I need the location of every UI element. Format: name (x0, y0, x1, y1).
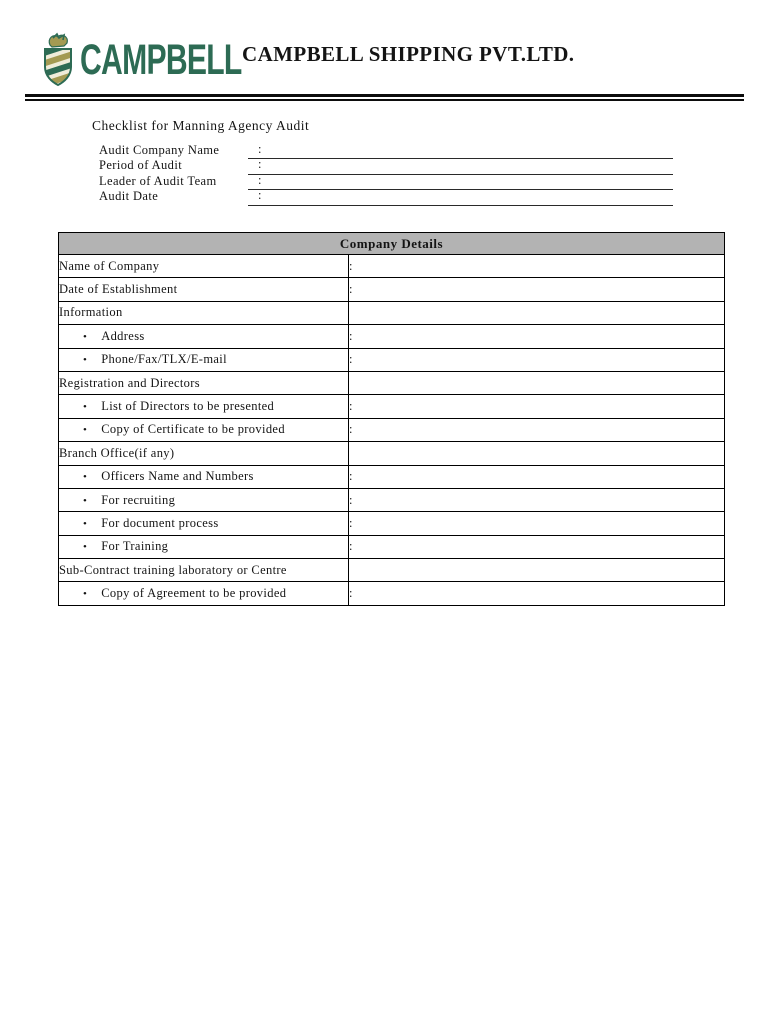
field-label: Audit Date (99, 189, 159, 204)
table-row (59, 278, 725, 301)
row-value-cell[interactable]: : (349, 418, 725, 441)
item-label-cell (59, 395, 349, 418)
section-label-cell (59, 255, 349, 278)
item-label-cell (59, 348, 349, 371)
bullet-icon: • (83, 541, 88, 554)
item-label-cell (59, 325, 349, 348)
audit-fields (99, 141, 673, 206)
field-label: Period of Audit (99, 158, 183, 173)
table-header-cell: Company Details (59, 233, 725, 255)
row-value-cell[interactable]: : (349, 325, 725, 348)
bullet-icon: • (83, 588, 88, 601)
table-row (59, 559, 725, 582)
row-label: Phone/Fax/TLX/E-mail (101, 352, 227, 367)
row-value-cell[interactable]: : (349, 465, 725, 488)
bullet-icon: • (83, 494, 88, 507)
row-value-cell[interactable]: : (349, 348, 725, 371)
row-label: Sub-Contract training laboratory or Centre (59, 562, 287, 577)
field-input-line[interactable] (248, 158, 673, 175)
company-details-body (59, 255, 725, 606)
bullet-icon: • (83, 401, 88, 414)
section-label-cell (59, 371, 349, 394)
table-row (59, 348, 725, 371)
item-label-cell (59, 512, 349, 535)
audit-field-row (99, 172, 673, 190)
row-label: Registration and Directors (59, 375, 201, 390)
bullet-icon: • (83, 471, 88, 484)
table-row (59, 395, 725, 418)
item-label-cell (59, 488, 349, 511)
field-input-line[interactable] (248, 189, 673, 206)
row-label: For recruiting (101, 492, 176, 507)
campbell-crest-icon (40, 32, 78, 88)
bullet-icon: • (83, 330, 88, 343)
row-label: Copy of Certificate to be provided (101, 422, 285, 437)
table-row (59, 418, 725, 441)
field-input-line[interactable] (248, 143, 673, 160)
field-colon: : (258, 188, 262, 203)
item-label-cell (59, 465, 349, 488)
row-value-cell[interactable]: : (349, 488, 725, 511)
row-value-cell[interactable] (349, 559, 725, 582)
item-label-cell (59, 535, 349, 558)
row-value-cell[interactable]: : (349, 395, 725, 418)
table-row (59, 255, 725, 278)
section-label-cell (59, 301, 349, 324)
row-label: Branch Office(if any) (59, 445, 175, 460)
row-label: Address (101, 328, 145, 343)
table-row (59, 465, 725, 488)
field-input-line[interactable] (248, 174, 673, 191)
row-label: For document process (101, 515, 219, 530)
row-value-cell[interactable]: : (349, 582, 725, 605)
table-row (59, 488, 725, 511)
row-label: Officers Name and Numbers (101, 469, 254, 484)
field-label: Audit Company Name (99, 142, 220, 157)
table-row (59, 442, 725, 465)
table-row (59, 301, 725, 324)
row-value-cell[interactable]: : (349, 512, 725, 535)
table-row (59, 325, 725, 348)
section-label-cell (59, 442, 349, 465)
audit-field-row (99, 159, 673, 174)
table-row (59, 535, 725, 558)
audit-field-row (99, 190, 673, 205)
field-label: Leader of Audit Team (99, 173, 217, 188)
field-colon: : (258, 157, 262, 172)
row-value-cell[interactable] (349, 371, 725, 394)
field-colon: : (258, 172, 262, 187)
row-value-cell[interactable]: : (349, 255, 725, 278)
row-value-cell[interactable]: : (349, 278, 725, 301)
table-row (59, 512, 725, 535)
item-label-cell (59, 418, 349, 441)
bullet-icon: • (83, 424, 88, 437)
logo-wordmark: CAMPBELL (80, 35, 242, 84)
field-colon: : (258, 141, 262, 156)
row-value-cell[interactable] (349, 301, 725, 324)
row-label: Date of Establishment (59, 282, 178, 297)
audit-field-row (99, 141, 673, 159)
item-label-cell (59, 582, 349, 605)
company-details-table (58, 232, 725, 606)
table-row (59, 582, 725, 605)
section-label-cell (59, 559, 349, 582)
checklist-heading: Checklist for Manning Agency Audit (92, 118, 310, 133)
row-value-cell[interactable] (349, 442, 725, 465)
row-label: Name of Company (59, 258, 160, 273)
table-row (59, 371, 725, 394)
document-title: CAMPBELL SHIPPING PVT.LTD. (242, 42, 575, 66)
section-label-cell (59, 278, 349, 301)
row-value-cell[interactable]: : (349, 535, 725, 558)
bullet-icon: • (83, 354, 88, 367)
table-header-row (59, 233, 725, 255)
header-divider (25, 94, 744, 101)
row-label: Copy of Agreement to be provided (101, 586, 287, 601)
row-label: For Training (101, 539, 169, 554)
row-label: List of Directors to be presented (101, 399, 275, 414)
row-label: Information (59, 305, 123, 320)
bullet-icon: • (83, 517, 88, 530)
